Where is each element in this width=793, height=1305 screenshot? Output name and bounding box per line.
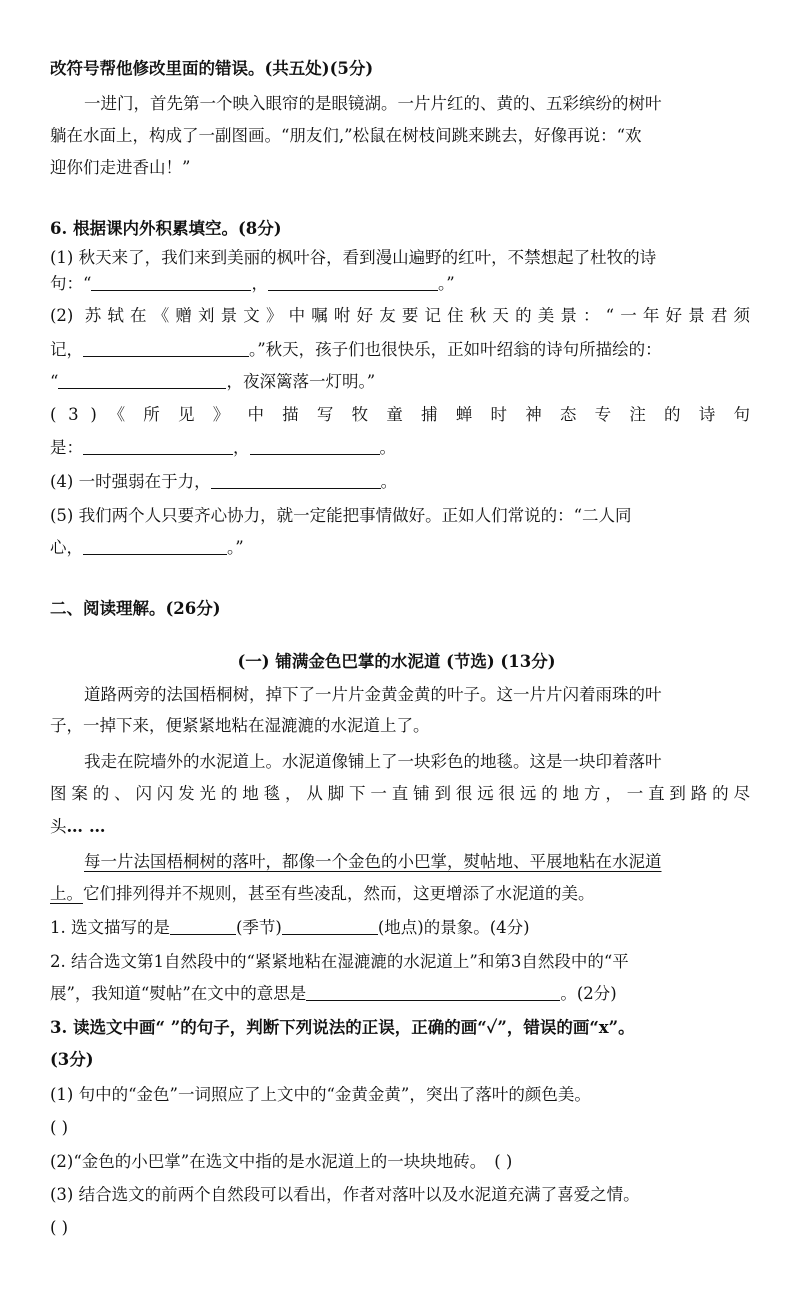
instruction-heading: 改符号帮他修改里面的错误。(共五处)(5分) [50, 59, 374, 78]
reading-word-end: 头 [50, 817, 67, 836]
passage-line-3: 迎你们走进香山！” [50, 158, 191, 177]
q6-item4-pre: (4) 一时强弱在于力， [50, 472, 211, 491]
q6-item4 [50, 470, 750, 494]
q3-answer-paren-2[interactable]: ( ) [494, 1152, 513, 1171]
q6-item3-mid: ， [233, 438, 250, 457]
q1-post: (地点)的景象。(4分) [377, 918, 530, 937]
reading-line-2: 子，一掉下来，便紧紧地粘在湿漉漉的水泥道上了。 [50, 716, 430, 735]
q6-item2-line3 [50, 370, 750, 394]
answer-blank[interactable] [282, 916, 378, 935]
q6-item1-line1: (1) 秋天来了，我们来到美丽的枫叶谷，看到漫山遍野的红叶，不禁想起了杜牧的诗 [50, 248, 657, 267]
answer-blank[interactable] [170, 916, 236, 935]
q6-item3-pre: 是： [50, 438, 83, 457]
answer-blank[interactable] [58, 370, 226, 389]
q3-answer-paren-1[interactable]: ( ) [50, 1118, 69, 1137]
q6-item2-quote: “ [50, 372, 59, 391]
q6-item5-line1: (5) 我们两个人只要齐心协力，就一定能把事情做好。正如人们常说的：“二人同 [50, 506, 632, 525]
answer-blank[interactable] [306, 982, 560, 1001]
question-1 [50, 916, 750, 940]
underlined-sentence-line-2 [50, 882, 750, 906]
q6-item5-line2 [50, 536, 750, 560]
answer-blank[interactable] [83, 536, 227, 555]
q6-item1-end: 。” [437, 274, 455, 293]
question-3-line1: 3. 读选文中画“ ”的句子，判断下列说法的正误，正确的画“✓”，错误的画“x”。 [50, 1018, 635, 1037]
question-2-line1: 2. 结合选文第1自然段中的“紧紧地粘在湿漉漉的水泥道上”和第3自然段中的“平 [50, 952, 629, 971]
q3-statement-2: (2)“金色的小巴掌”在选文中指的是水泥道上的一块块地砖。 [50, 1152, 487, 1171]
reading-line-rest: 它们排列得并不规则，甚至有些凌乱，然而，这更增添了水泥道的美。 [83, 884, 595, 903]
underlined-sentence-end: 上。 [50, 884, 83, 903]
reading-line-5 [50, 815, 750, 839]
reading-line-4: 图案的、闪闪发光的地毯，从脚下一直铺到很远很远的地方，一直到路的尽 [50, 784, 750, 803]
passage-title: (一) 铺满金色巴掌的水泥道 (节选) (13分) [237, 652, 556, 671]
answer-blank[interactable] [250, 436, 380, 455]
q2-post: 。(2分) [560, 984, 617, 1003]
q6-item3-line2 [50, 436, 750, 460]
q6-title: 6. 根据课内外积累填空。(8分) [50, 219, 282, 238]
q1-mid: (季节) [236, 918, 282, 937]
answer-blank[interactable] [83, 436, 233, 455]
q6-item2-line3-post: ，夜深篱落一灯明。” [226, 372, 376, 391]
q6-item5-post: 。” [227, 538, 244, 557]
q3-statement-1: (1) 句中的“金色”一词照应了上文中的“金黄金黄”，突出了落叶的颜色美。 [50, 1085, 591, 1104]
answer-blank[interactable] [268, 272, 438, 291]
question-2-line2 [50, 982, 750, 1006]
q6-item4-post: 。 [380, 472, 398, 491]
question-3-line2: (3分) [50, 1050, 94, 1069]
passage-line-1: 一进门，首先第一个映入眼帘的是眼镜湖。一片片红的、黄的、五彩缤纷的树叶 [84, 94, 662, 113]
answer-blank[interactable] [83, 338, 249, 357]
q6-item3-end: 。 [379, 438, 396, 457]
q6-item1-pre: 句：“ [50, 274, 92, 293]
q3-statement-2-row [50, 1150, 750, 1174]
reading-line-3: 我走在院墙外的水泥道上。水泥道像铺上了一块彩色的地毯。这是一块印着落叶 [84, 752, 662, 771]
q2-pre: 展”，我知道“熨帖”在文中的意思是 [50, 984, 307, 1003]
reading-line-1: 道路两旁的法国梧桐树，掉下了一片片金黄金黄的叶子。这一片片闪着雨珠的叶 [84, 685, 662, 704]
q6-item1-line2 [50, 272, 750, 296]
underlined-sentence-line-1: 每一片法国梧桐树的落叶，都像一个金色的小巴掌，熨帖地、平展地粘在水泥道 [84, 852, 662, 871]
q6-item3-line1: ( 3 ) 《 所 见 》 中 描 写 牧 童 捕 蝉 时 神 态 专 注 的 诗 句 [50, 405, 750, 424]
q6-item2-line1: (2) 苏轼在《赠刘景文》中嘱咐好友要记住秋天的美景：“一年好景君须 [50, 306, 750, 325]
passage-line-2: 躺在水面上，构成了一副图画。“朋友们,”松鼠在树枝间跳来跳去，好像再说：“欢 [50, 126, 642, 145]
q3-answer-paren-3[interactable]: ( ) [50, 1218, 69, 1237]
q6-item2-pre: 记， [50, 340, 83, 359]
q6-item2-line2 [50, 338, 750, 362]
answer-blank[interactable] [91, 272, 251, 291]
ellipsis-dots: …… [66, 817, 112, 836]
section2-title: 二、阅读理解。(26分) [50, 599, 221, 618]
answer-blank[interactable] [211, 470, 381, 489]
q6-item5-pre: 心， [50, 538, 83, 557]
q3-statement-3: (3) 结合选文的前两个自然段可以看出，作者对落叶以及水泥道充满了喜爱之情。 [50, 1185, 640, 1204]
q6-item2-post: 。”秋天，孩子们也很快乐，正如叶绍翁的诗句所描绘的： [249, 340, 662, 359]
q6-item1-mid: ， [251, 274, 268, 293]
q1-pre: 1. 选文描写的是 [50, 918, 170, 937]
